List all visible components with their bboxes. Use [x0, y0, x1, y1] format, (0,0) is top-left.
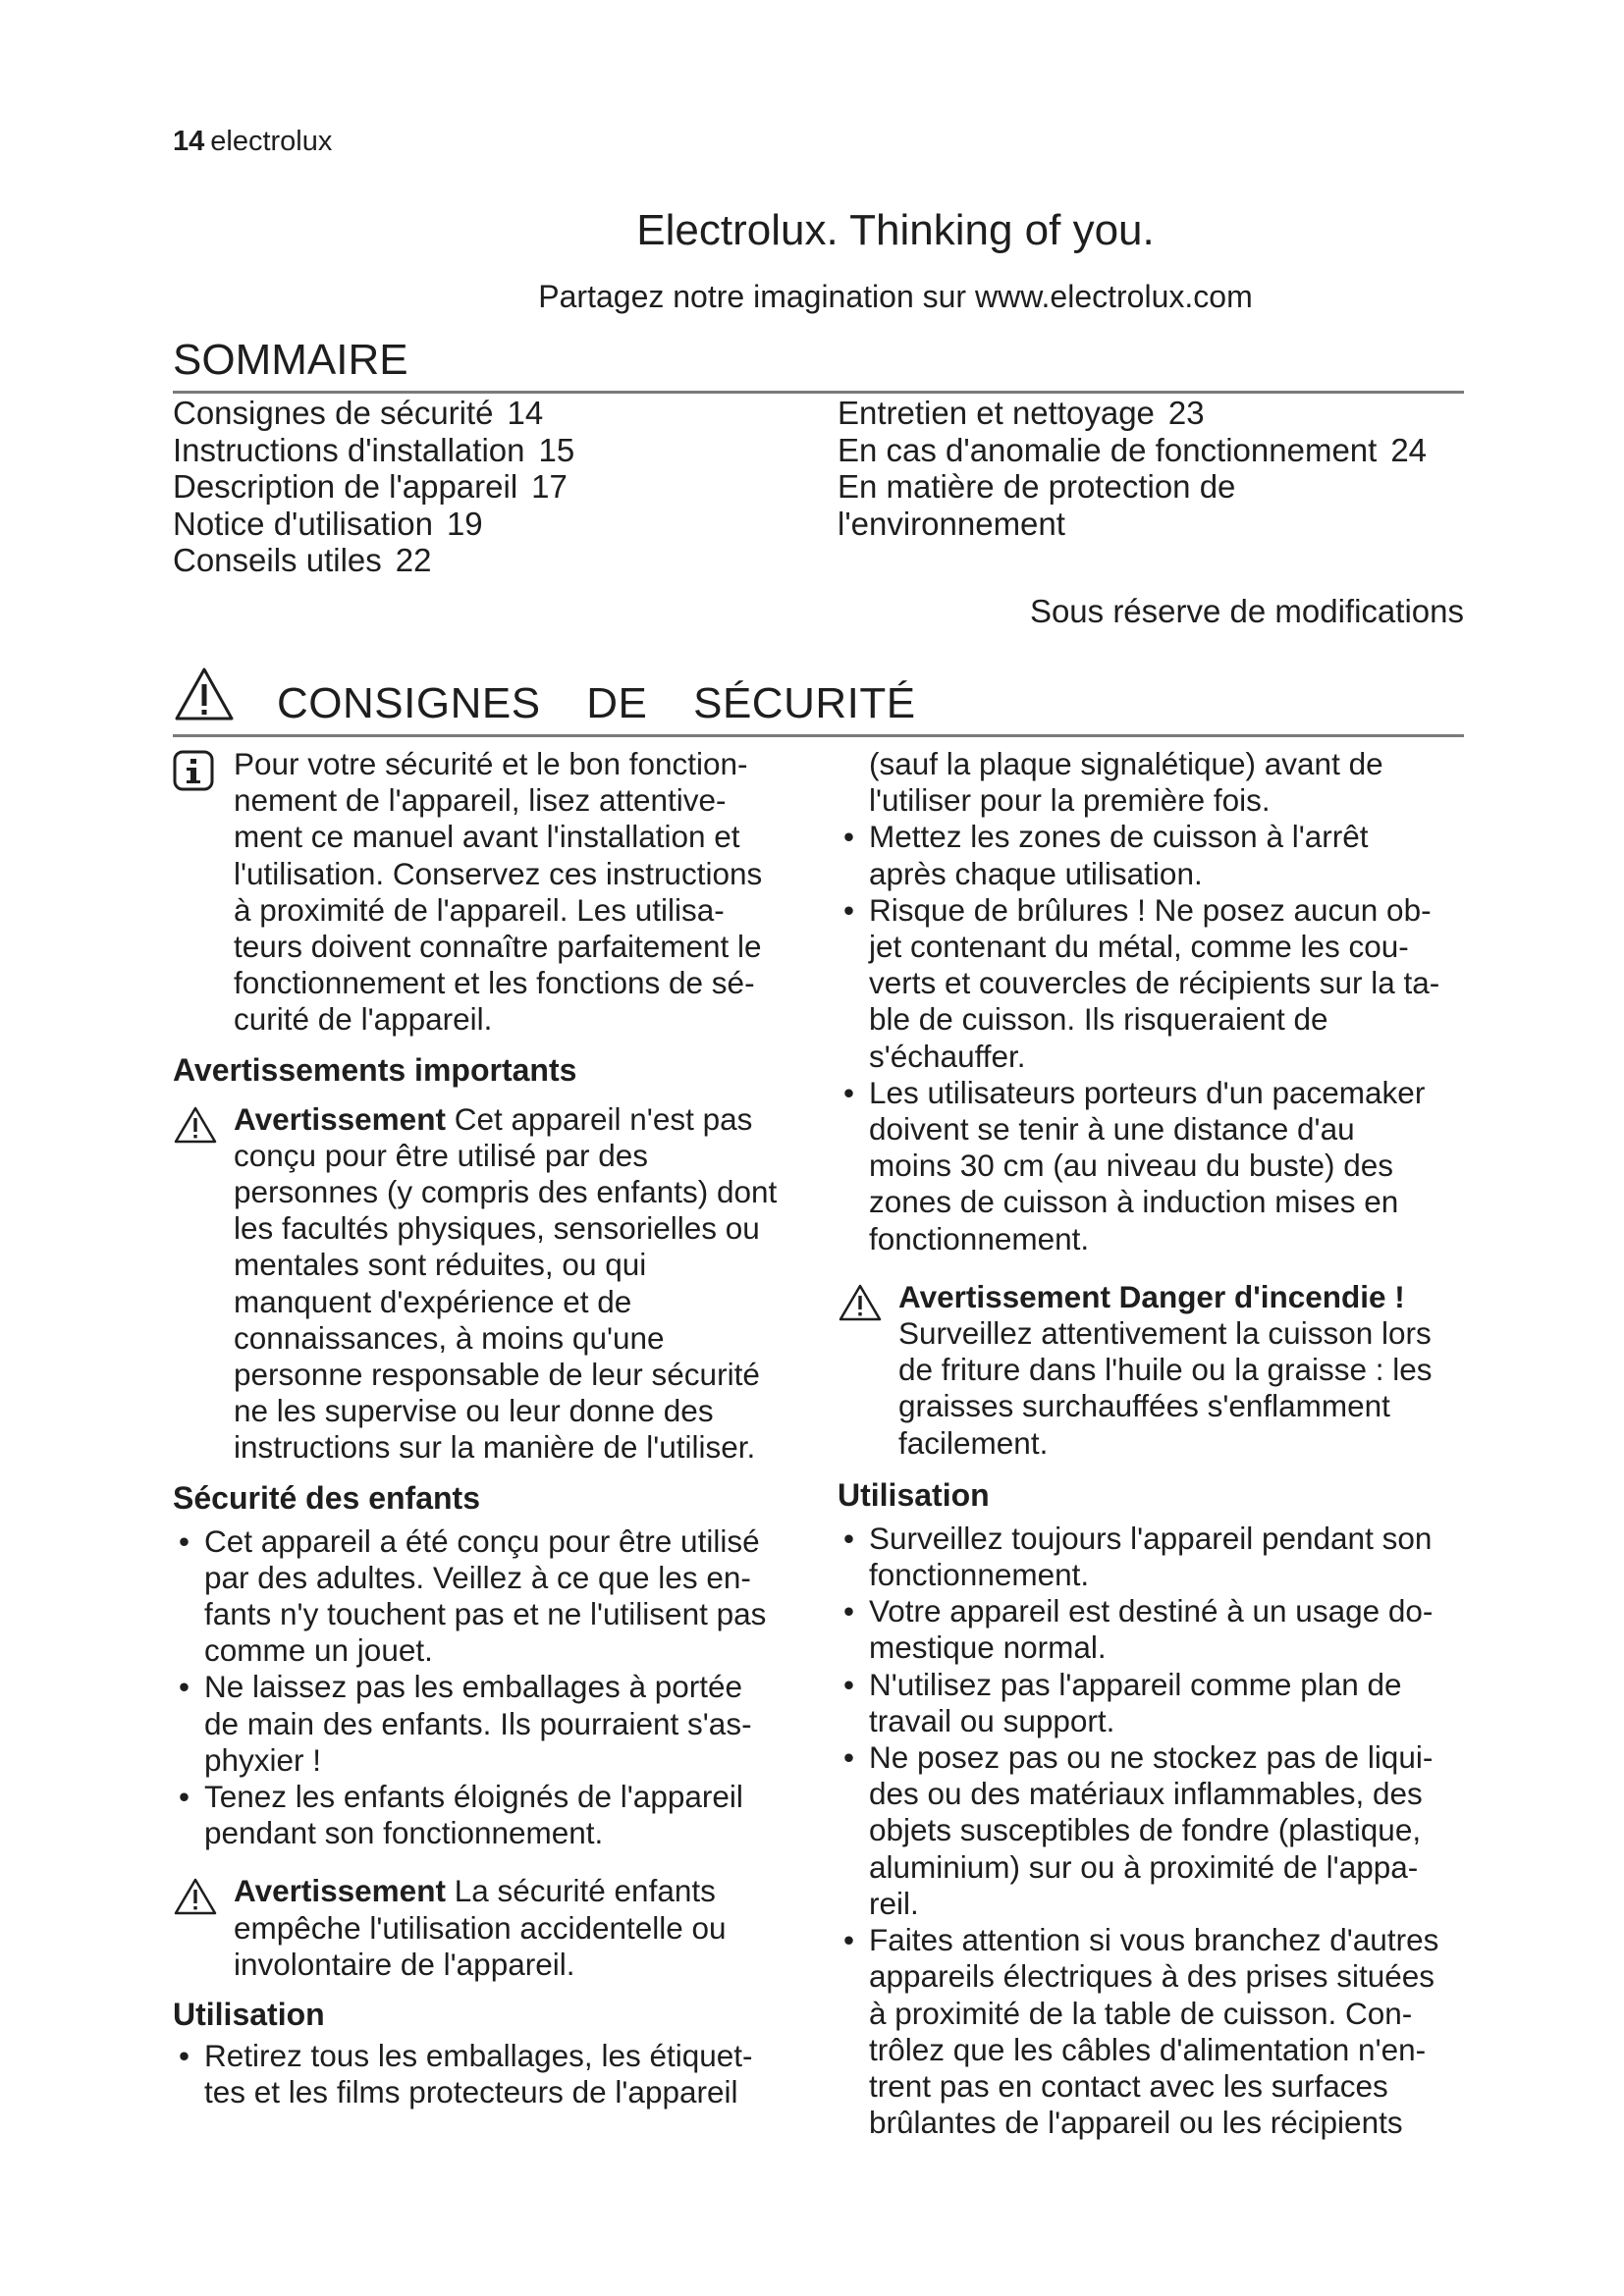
toc-label: Description de l'appareil [173, 468, 518, 505]
toc-entry [173, 395, 801, 432]
text-line: personne responsable de leur sécurité [234, 1357, 760, 1393]
text-line: verts et couvercles de récipients sur la ta- [869, 965, 1440, 1001]
text-line: reil. [869, 1885, 919, 1921]
toc-entry [173, 506, 801, 543]
warning-2-label: Avertissement [234, 1873, 446, 1909]
list-item [838, 1667, 1466, 1739]
text-line: Surveillez toujours l'appareil pendant son [869, 1520, 1433, 1556]
toc-entry [838, 395, 1466, 432]
toc-entry [838, 468, 1466, 506]
warning-1-text [234, 1101, 801, 1467]
text-line: instructions sur la manière de l'utiliser. [234, 1429, 756, 1466]
sommaire-rule [173, 391, 1464, 394]
text-line: l'utiliser pour la première fois. [869, 782, 1271, 819]
text-line: fants n'y touchent pas et ne l'utilisent pas [204, 1596, 767, 1632]
list-item [173, 1523, 801, 1670]
info-note [173, 746, 801, 1039]
warning-note-2 [173, 1873, 801, 1983]
toc-entry [173, 432, 801, 469]
text-line: Retirez tous les emballages, les étiquet- [204, 2038, 753, 2074]
toc-right-column [838, 395, 1466, 542]
text-line: zones de cuisson à induction mises en [869, 1184, 1399, 1220]
text-line: Votre appareil est destiné à un usage do- [869, 1593, 1434, 1629]
warning-note-3 [838, 1279, 1466, 1462]
toc-page-number: 24 [1390, 431, 1428, 468]
usage-right-list [838, 1521, 1466, 2141]
text-line: Mettez les zones de cuisson à l'arrêt [869, 819, 1369, 855]
text-line: Faites attention si vous branchez d'autres [869, 1922, 1439, 1958]
usage-heading-right: Utilisation [838, 1476, 990, 1513]
list-item [838, 1521, 1466, 1593]
text-line: Surveillez attentivement la cuisson lors [898, 1315, 1432, 1352]
list-item [838, 1075, 1466, 1257]
text-line: N'utilisez pas l'appareil comme plan de [869, 1666, 1402, 1702]
list-item [838, 1739, 1466, 1922]
toc-page-number: 15 [538, 431, 575, 468]
text-line: nement de l'appareil, lisez attentive- [234, 782, 727, 819]
warning-triangle-icon [173, 666, 236, 722]
warning-icon [173, 1105, 218, 1145]
tagline: Electrolux. Thinking of you. [636, 206, 1155, 254]
list-item [838, 892, 1466, 1075]
text-line: phyxier ! [204, 1741, 322, 1778]
text-line: comme un jouet. [204, 1632, 433, 1669]
text-line: facilement. [898, 1424, 1049, 1461]
toc-entry [173, 468, 801, 506]
toc-page-number: 17 [531, 468, 568, 505]
toc-label: En cas d'anomalie de fonctionnement [838, 431, 1378, 468]
toc-entry [838, 432, 1466, 469]
text-line: de main des enfants. Ils pourraient s'as- [204, 1705, 752, 1741]
text-line: des ou des matériaux inflammables, des [869, 1776, 1423, 1812]
safety-rule [173, 734, 1464, 737]
toc-left-column [173, 395, 801, 579]
text-line: (sauf la plaque signalétique) avant de [869, 746, 1383, 781]
warning-1-label: Avertissement [234, 1100, 446, 1137]
text-line: involontaire de l'appareil. [234, 1946, 575, 1982]
text-line: par des adultes. Veillez à ce que les en- [204, 1559, 751, 1595]
text-line: connaissances, à moins qu'une [234, 1319, 665, 1356]
toc-label: Notice d'utilisation [173, 505, 433, 542]
text-line: teurs doivent connaître parfaitement le [234, 929, 762, 965]
continued-text [838, 746, 1466, 819]
text-line: Ne laissez pas les emballages à portée [204, 1669, 743, 1705]
sommaire-title: SOMMAIRE [173, 336, 408, 384]
text-line: ble de cuisson. Ils risqueraient de [869, 1001, 1328, 1038]
text-line: Pour votre sécurité et le bon fonction- [234, 746, 748, 781]
text-line: Tenez les enfants éloignés de l'appareil [204, 1779, 743, 1815]
text-line: jet contenant du métal, comme les cou- [869, 929, 1409, 965]
text-line: Les utilisateurs porteurs d'un pacemaker [869, 1074, 1426, 1110]
text-line: fonctionnement. [869, 1220, 1090, 1256]
toc-label: Consignes de sécurité [173, 395, 494, 431]
text-line: conçu pour être utilisé par des [234, 1137, 648, 1173]
toc-label: Entretien et nettoyage [838, 395, 1155, 431]
right-column [838, 746, 1466, 2141]
text-line: après chaque utilisation. [869, 855, 1203, 891]
warning-3-lines [898, 1315, 1433, 1461]
warning-3-label: Avertissement Danger d'incendie ! [898, 1278, 1405, 1314]
text-line: s'échauffer. [869, 1038, 1026, 1074]
toc-page-number: 22 [395, 542, 432, 578]
list-item [838, 819, 1466, 891]
toc-label: l'environnement [838, 505, 1065, 542]
safety-title: CONSIGNES DE SÉCURITÉ [277, 679, 916, 727]
text-line: Ne posez pas ou ne stockez pas de liqui- [869, 1739, 1434, 1776]
text-line: curité de l'appareil. [234, 1001, 493, 1038]
text-line: travail ou support. [869, 1702, 1115, 1738]
text-line: à proximité de l'appareil. Les utilisa- [234, 891, 725, 928]
reserve-note: Sous réserve de modifications [1029, 593, 1464, 629]
info-icon [173, 750, 214, 791]
warning-2-lines [234, 1910, 727, 1982]
text-line: trent pas en contact avec les surfaces [869, 2067, 1388, 2104]
toc-entry [173, 542, 801, 579]
text-line: à proximité de la table de cuisson. Con- [869, 1995, 1413, 2031]
text-line: Risque de brûlures ! Ne posez aucun ob- [869, 891, 1432, 928]
toc-page-number: 19 [446, 505, 483, 542]
text-line: objets susceptibles de fondre (plastique, [869, 1812, 1422, 1848]
toc-page-number: 23 [1167, 395, 1205, 431]
text-line: tes et les films protecteurs de l'appareil [204, 2074, 738, 2110]
brand-name: electrolux [210, 126, 333, 157]
list-item [838, 1922, 1466, 2141]
text-line: l'utilisation. Conservez ces instructions [234, 855, 763, 891]
toc-page-number: 14 [507, 395, 544, 431]
warning-2-text [234, 1873, 801, 1983]
usage-left-list [173, 2038, 801, 2110]
text-line: pendant son fonctionnement. [204, 1815, 604, 1851]
text-line: moins 30 cm (au niveau du buste) des [869, 1148, 1394, 1184]
text-line: les facultés physiques, sensorielles ou [234, 1210, 760, 1247]
usage-heading-left: Utilisation [173, 1997, 325, 2033]
list-item [173, 1779, 801, 1851]
warning-icon [838, 1283, 883, 1322]
children-list [173, 1523, 801, 1852]
text-line: de friture dans l'huile ou la graisse : les [898, 1352, 1433, 1388]
text-line: empêche l'utilisation accidentelle ou [234, 1909, 727, 1946]
list-item [173, 1669, 801, 1779]
page-header [173, 126, 332, 158]
toc-label: Instructions d'installation [173, 431, 525, 468]
intro-lines [234, 746, 801, 1039]
text-line: personnes (y compris des enfants) dont [234, 1174, 778, 1210]
text-line: fonctionnement et les fonctions de sé- [234, 965, 755, 1001]
text-line: Cet appareil a été conçu pour être utilisé [204, 1522, 760, 1559]
right-bullets [838, 819, 1466, 1256]
text-line: aluminium) sur ou à proximité de l'appa- [869, 1848, 1419, 1885]
text-line: ment ce manuel avant l'installation et [234, 819, 740, 855]
share-line: Partagez notre imagination sur www.electrolux.com [538, 279, 1253, 314]
text-line: doivent se tenir à une distance d'au [869, 1111, 1355, 1148]
children-heading: Sécurité des enfants [173, 1479, 480, 1516]
text-line: graisses surchauffées s'enflamment [898, 1388, 1390, 1424]
page-number: 14 [173, 126, 205, 157]
text-line: manquent d'expérience et de [234, 1283, 632, 1319]
text-line: appareils électriques à des prises situées [869, 1958, 1435, 1995]
warning-2-first: La sécurité enfants [445, 1873, 716, 1909]
toc-label: En matière de protection de [838, 468, 1236, 505]
warning-note-1 [173, 1101, 801, 1467]
warning-icon [173, 1877, 218, 1916]
text-line: mentales sont réduites, ou qui [234, 1247, 647, 1283]
text-line: ne les supervise ou leur donne des [234, 1393, 714, 1429]
warning-3-text [898, 1279, 1466, 1462]
left-column [173, 746, 801, 2111]
list-item [173, 2038, 801, 2110]
text-line: fonctionnement. [869, 1557, 1090, 1593]
toc-label: Conseils utiles [173, 542, 382, 578]
toc-entry [838, 506, 1466, 543]
text-line: trôlez que les câbles d'alimentation n'en- [869, 2031, 1427, 2067]
list-item [838, 1593, 1466, 1666]
warning-1-first: Cet appareil n'est pas [445, 1100, 753, 1137]
intro-text [234, 746, 801, 1039]
important-heading: Avertissements importants [173, 1051, 577, 1088]
warning-1-lines [234, 1138, 777, 1466]
text-line: brûlantes de l'appareil ou les récipients [869, 2105, 1403, 2141]
text-line: mestique normal. [869, 1629, 1107, 1666]
